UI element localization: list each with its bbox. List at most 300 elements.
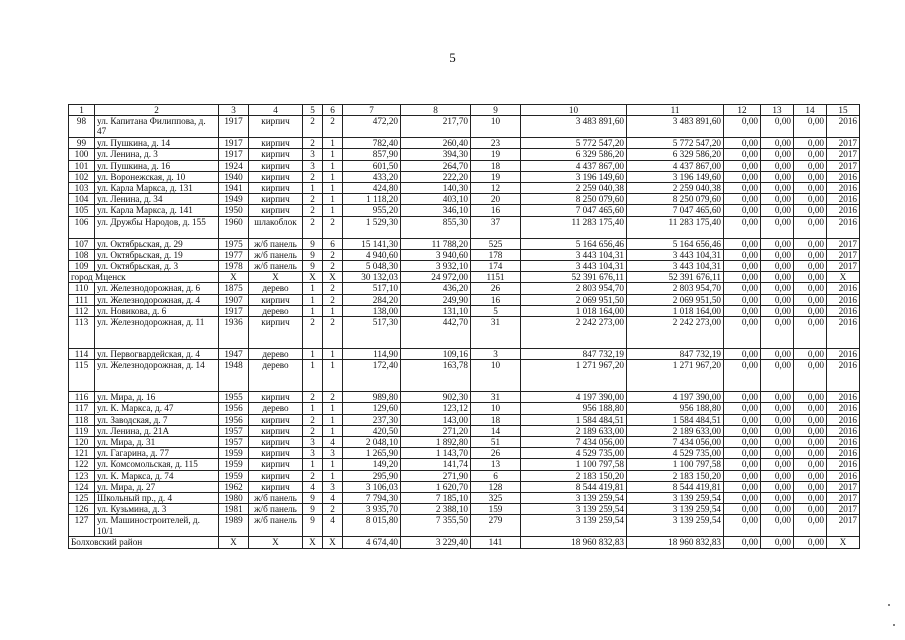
table-cell: 11 283 175,40	[521, 216, 627, 238]
table-cell: 2017	[827, 493, 860, 504]
table-cell: 2	[323, 216, 343, 238]
address-cell: ул. Первогвардейская, д. 4	[95, 349, 219, 360]
table-cell: 5 164 656,46	[521, 238, 627, 249]
table-cell: 237,30	[343, 414, 401, 425]
table-cell: 9	[303, 249, 323, 260]
table-cell: 3 935,70	[343, 504, 401, 515]
table-cell: 0,00	[761, 149, 794, 160]
table-row	[69, 481, 860, 492]
table-cell: 2016	[827, 183, 860, 194]
table-row	[69, 149, 860, 160]
address-cell: ул. Карла Маркса, д. 131	[95, 183, 219, 194]
table-cell: 23	[471, 138, 521, 149]
table-cell: 0,00	[794, 305, 827, 316]
table-cell: 260,40	[401, 138, 471, 149]
table-cell: 3 443 104,31	[627, 249, 724, 260]
table-cell: 3 940,60	[401, 249, 471, 260]
table-cell: 0,00	[761, 459, 794, 470]
table-cell: 9	[303, 493, 323, 504]
table-cell: 0,00	[724, 149, 761, 160]
table-cell: 295,90	[343, 470, 401, 481]
table-cell: 3 139 259,54	[521, 504, 627, 515]
table-cell: 2017	[827, 261, 860, 272]
table-row	[69, 171, 860, 182]
table-cell: кирпич	[249, 459, 303, 470]
table-cell: 0,00	[794, 138, 827, 149]
table-cell: 140,30	[401, 183, 471, 194]
subtotal-cell: 52 391 676,11	[521, 272, 627, 283]
table-cell: 2016	[827, 392, 860, 403]
table-cell: 7 794,30	[343, 493, 401, 504]
table-cell: кирпич	[249, 425, 303, 436]
table-cell: 847 732,19	[521, 349, 627, 360]
table-cell: 1 265,90	[343, 448, 401, 459]
table-cell: 1 271 967,20	[627, 360, 724, 392]
table-cell: ж/б панель	[249, 515, 303, 537]
table-cell: 2	[323, 504, 343, 515]
subtotal-cell: 30 132,03	[343, 272, 401, 283]
table-cell: кирпич	[249, 294, 303, 305]
address-cell: ул. Гагарина, д. 77	[95, 448, 219, 459]
table-cell: 0,00	[794, 360, 827, 392]
table-cell: 159	[471, 504, 521, 515]
table-cell: 0,00	[724, 116, 761, 138]
address-cell: ул. Железнодорожная, д. 6	[95, 283, 219, 294]
table-cell: 3	[323, 481, 343, 492]
table-cell: 112	[69, 305, 95, 316]
table-cell: 3 139 259,54	[627, 515, 724, 537]
address-cell: ул. Мира, д. 31	[95, 437, 219, 448]
table-cell: 0,00	[724, 437, 761, 448]
subtotal-cell: 1151	[471, 272, 521, 283]
table-cell: 0,00	[794, 504, 827, 515]
table-row	[69, 360, 860, 392]
table-cell: 2017	[827, 481, 860, 492]
column-number: 6	[323, 105, 343, 116]
table-cell: 2017	[827, 138, 860, 149]
table-cell: 1	[323, 194, 343, 205]
table-cell: 178	[471, 249, 521, 260]
address-cell: ул. Ленина, д. 34	[95, 194, 219, 205]
column-number: 13	[761, 105, 794, 116]
table-cell: 1936	[219, 317, 249, 349]
table-cell: 403,10	[401, 194, 471, 205]
table-cell: 1	[323, 205, 343, 216]
table-cell: 1989	[219, 515, 249, 537]
table-cell: 2 069 951,50	[521, 294, 627, 305]
subtotal-row	[69, 537, 860, 548]
table-cell: кирпич	[249, 470, 303, 481]
table-cell: 525	[471, 238, 521, 249]
table-cell: 0,00	[761, 403, 794, 414]
table-cell: 222,20	[401, 171, 471, 182]
table-cell: 6 329 586,20	[521, 149, 627, 160]
table-cell: 433,20	[343, 171, 401, 182]
table-cell: дерево	[249, 403, 303, 414]
table-cell: 1917	[219, 138, 249, 149]
table-cell: 3 932,10	[401, 261, 471, 272]
table-cell: 120	[69, 437, 95, 448]
table-cell: ж/б панель	[249, 249, 303, 260]
table-cell: 0,00	[724, 317, 761, 349]
table-cell: 955,20	[343, 205, 401, 216]
table-cell: 0,00	[794, 160, 827, 171]
table-row	[69, 403, 860, 414]
table-cell: 2	[323, 283, 343, 294]
table-cell: 1	[323, 305, 343, 316]
table-cell: 1917	[219, 116, 249, 138]
column-number: 10	[521, 105, 627, 116]
table-cell: 2 242 273,00	[627, 317, 724, 349]
subtotal-cell: X	[303, 537, 323, 548]
table-cell: 7 434 056,00	[521, 437, 627, 448]
table-cell: дерево	[249, 360, 303, 392]
table-row	[69, 294, 860, 305]
table-cell: 1941	[219, 183, 249, 194]
table-cell: 989,80	[343, 392, 401, 403]
table-cell: 110	[69, 283, 95, 294]
table-cell: 114,90	[343, 349, 401, 360]
table-cell: 117	[69, 403, 95, 414]
table-cell: 956 188,80	[627, 403, 724, 414]
table-cell: 0,00	[724, 138, 761, 149]
table-cell: 6 329 586,20	[627, 149, 724, 160]
address-cell: ул. К. Маркса, д. 47	[95, 403, 219, 414]
table-cell: 249,90	[401, 294, 471, 305]
table-row	[69, 116, 860, 138]
scan-speck	[893, 624, 895, 626]
housing-table	[68, 104, 860, 549]
table-cell: 9	[303, 515, 323, 537]
table-body	[69, 105, 860, 549]
table-cell: 0,00	[761, 194, 794, 205]
table-cell: 1960	[219, 216, 249, 238]
table-cell: 0,00	[794, 349, 827, 360]
table-cell: 2016	[827, 425, 860, 436]
table-cell: 4 529 735,00	[627, 448, 724, 459]
table-cell: 15 141,30	[343, 238, 401, 249]
table-cell: 2 048,10	[343, 437, 401, 448]
table-cell: 0,00	[794, 171, 827, 182]
table-cell: 2016	[827, 349, 860, 360]
table-cell: 31	[471, 317, 521, 349]
subtotal-cell: 0,00	[724, 272, 761, 283]
table-cell: 1	[323, 138, 343, 149]
table-cell: 2016	[827, 437, 860, 448]
table-cell: 1	[303, 349, 323, 360]
table-cell: 26	[471, 448, 521, 459]
table-cell: 0,00	[761, 481, 794, 492]
table-cell: 8 250 079,60	[627, 194, 724, 205]
address-cell: ул. Карла Маркса, д. 141	[95, 205, 219, 216]
table-cell: 2016	[827, 448, 860, 459]
table-cell: 1	[323, 171, 343, 182]
table-cell: 0,00	[761, 249, 794, 260]
table-cell: 2 189 633,00	[627, 425, 724, 436]
table-cell: 3 443 104,31	[627, 261, 724, 272]
table-cell: 1 584 484,51	[521, 414, 627, 425]
table-cell: 37	[471, 216, 521, 238]
table-cell: 1950	[219, 205, 249, 216]
subtotal-cell: X	[249, 537, 303, 548]
address-cell: ул. Капитана Филиппова, д. 47	[95, 116, 219, 138]
table-cell: 99	[69, 138, 95, 149]
table-cell: 0,00	[761, 305, 794, 316]
table-cell: 1	[303, 360, 323, 392]
table-cell: 4	[303, 481, 323, 492]
subtotal-row	[69, 272, 860, 283]
table-cell: 2	[303, 414, 323, 425]
table-cell: 0,00	[724, 414, 761, 425]
address-cell: ул. Комсомольская, д. 115	[95, 459, 219, 470]
table-cell: 5 048,30	[343, 261, 401, 272]
table-row	[69, 515, 860, 537]
table-cell: 0,00	[724, 349, 761, 360]
table-cell: 116	[69, 392, 95, 403]
table-row	[69, 216, 860, 238]
table-cell: 8 544 419,81	[627, 481, 724, 492]
table-cell: 0,00	[761, 138, 794, 149]
table-cell: 2 259 040,38	[521, 183, 627, 194]
table-cell: 3	[303, 160, 323, 171]
table-cell: 0,00	[724, 171, 761, 182]
table-cell: 4 529 735,00	[521, 448, 627, 459]
table-cell: 0,00	[794, 149, 827, 160]
table-cell: 0,00	[724, 515, 761, 537]
table-cell: 1957	[219, 437, 249, 448]
table-cell: 4	[323, 515, 343, 537]
table-cell: 4 437 867,00	[521, 160, 627, 171]
table-cell: 0,00	[761, 493, 794, 504]
table-cell: 1959	[219, 459, 249, 470]
address-cell: ул. Машиностроителей, д. 10/1	[95, 515, 219, 537]
address-cell: ул. Железнодорожная, д. 14	[95, 360, 219, 392]
table-cell: 1 892,80	[401, 437, 471, 448]
table-cell: 111	[69, 294, 95, 305]
table-cell: 1	[323, 160, 343, 171]
subtotal-cell: X	[827, 537, 860, 548]
table-cell: 3 196 149,60	[627, 171, 724, 182]
table-cell: дерево	[249, 349, 303, 360]
table-cell: 325	[471, 493, 521, 504]
table-cell: 0,00	[724, 403, 761, 414]
table-cell: 0,00	[794, 205, 827, 216]
table-cell: 104	[69, 194, 95, 205]
table-cell: 0,00	[724, 493, 761, 504]
table-cell: 0,00	[724, 261, 761, 272]
table-cell: кирпич	[249, 171, 303, 182]
table-cell: 2017	[827, 238, 860, 249]
table-cell: 141,74	[401, 459, 471, 470]
subtotal-cell: 52 391 676,11	[627, 272, 724, 283]
page-number: 5	[449, 50, 456, 65]
table-cell: 2	[323, 294, 343, 305]
address-cell: ул. Воронежская, д. 10	[95, 171, 219, 182]
table-cell: 1	[323, 360, 343, 392]
table-cell: 2	[323, 392, 343, 403]
table-cell: 3 139 259,54	[627, 493, 724, 504]
column-number-row	[69, 105, 860, 116]
table-cell: кирпич	[249, 116, 303, 138]
column-number: 7	[343, 105, 401, 116]
table-cell: 0,00	[794, 392, 827, 403]
table-cell: 2	[303, 216, 323, 238]
table-cell: 2	[323, 317, 343, 349]
table-cell: 126	[69, 504, 95, 515]
table-cell: 100	[69, 149, 95, 160]
table-cell: ж/б панель	[249, 238, 303, 249]
table-cell: 0,00	[761, 183, 794, 194]
table-row	[69, 183, 860, 194]
table-cell: 2016	[827, 305, 860, 316]
address-cell: ул. Октябрьская, д. 29	[95, 238, 219, 249]
table-cell: 4 197 390,00	[627, 392, 724, 403]
table-cell: 121	[69, 448, 95, 459]
column-number: 15	[827, 105, 860, 116]
table-cell: 19	[471, 171, 521, 182]
table-cell: 0,00	[724, 194, 761, 205]
table-cell: 4 437 867,00	[627, 160, 724, 171]
table-cell: 3 443 104,31	[521, 249, 627, 260]
subtotal-cell: X	[323, 537, 343, 548]
table-cell: 0,00	[794, 249, 827, 260]
table-cell: кирпич	[249, 481, 303, 492]
table-cell: 0,00	[794, 414, 827, 425]
table-cell: 119	[69, 425, 95, 436]
table-cell: 31	[471, 392, 521, 403]
table-cell: 0,00	[761, 425, 794, 436]
table-cell: 1 620,70	[401, 481, 471, 492]
table-cell: 0,00	[794, 437, 827, 448]
table-cell: 2016	[827, 403, 860, 414]
table-cell: 109	[69, 261, 95, 272]
table-cell: 0,00	[794, 459, 827, 470]
table-cell: 442,70	[401, 317, 471, 349]
table-cell: 1	[303, 283, 323, 294]
table-cell: 114	[69, 349, 95, 360]
column-number: 1	[69, 105, 95, 116]
table-cell: 902,30	[401, 392, 471, 403]
table-cell: 847 732,19	[627, 349, 724, 360]
table-cell: 2	[303, 425, 323, 436]
subtotal-cell: 24 972,00	[401, 272, 471, 283]
table-cell: 108	[69, 249, 95, 260]
table-cell: 0,00	[794, 283, 827, 294]
table-cell: 0,00	[794, 216, 827, 238]
address-cell: ул. Железнодорожная, д. 11	[95, 317, 219, 349]
table-cell: 271,20	[401, 425, 471, 436]
table-cell: 9	[303, 238, 323, 249]
table-cell: 3	[323, 448, 343, 459]
table-cell: 782,40	[343, 138, 401, 149]
table-cell: 1 118,20	[343, 194, 401, 205]
table-cell: 6	[323, 238, 343, 249]
table-cell: 1	[303, 294, 323, 305]
table-cell: 2016	[827, 414, 860, 425]
table-row	[69, 349, 860, 360]
table-cell: 2 803 954,70	[521, 283, 627, 294]
subtotal-label: Болховский район	[69, 537, 219, 548]
subtotal-cell: X	[303, 272, 323, 283]
table-cell: 3	[303, 149, 323, 160]
subtotal-cell: 3 229,40	[401, 537, 471, 548]
table-cell: ж/б панель	[249, 261, 303, 272]
table-cell: 217,70	[401, 116, 471, 138]
table-cell: 1956	[219, 403, 249, 414]
table-cell: 2 183 150,20	[627, 470, 724, 481]
table-cell: 0,00	[761, 116, 794, 138]
table-cell: 1940	[219, 171, 249, 182]
table-cell: кирпич	[249, 392, 303, 403]
subtotal-cell: 0,00	[761, 537, 794, 548]
table-cell: 12	[471, 183, 521, 194]
table-cell: 0,00	[761, 360, 794, 392]
table-cell: ж/б панель	[249, 493, 303, 504]
table-cell: 2	[303, 171, 323, 182]
table-cell: 2016	[827, 194, 860, 205]
table-cell: 51	[471, 437, 521, 448]
table-cell: 2016	[827, 171, 860, 182]
table-cell: 123,12	[401, 403, 471, 414]
table-row	[69, 138, 860, 149]
table-cell: 0,00	[794, 515, 827, 537]
table-cell: 19	[471, 149, 521, 160]
table-cell: 1956	[219, 414, 249, 425]
table-cell: 2 259 040,38	[627, 183, 724, 194]
table-row	[69, 261, 860, 272]
column-number: 5	[303, 105, 323, 116]
table-cell: 0,00	[794, 481, 827, 492]
table-cell: 0,00	[724, 294, 761, 305]
table-cell: 0,00	[761, 261, 794, 272]
table-cell: 4	[323, 437, 343, 448]
table-cell: 128	[471, 481, 521, 492]
table-cell: 1907	[219, 294, 249, 305]
table-cell: 0,00	[724, 160, 761, 171]
table-cell: 101	[69, 160, 95, 171]
table-cell: 0,00	[724, 238, 761, 249]
table-cell: 5 164 656,46	[627, 238, 724, 249]
table-cell: 8 250 079,60	[521, 194, 627, 205]
table-cell: 0,00	[724, 459, 761, 470]
table-cell: шлакоблок	[249, 216, 303, 238]
table-cell: 3 106,03	[343, 481, 401, 492]
address-cell: ул. Кузьмина, д. 3	[95, 504, 219, 515]
table-cell: 1962	[219, 481, 249, 492]
table-cell: 0,00	[724, 283, 761, 294]
table-cell: 279	[471, 515, 521, 537]
table-cell: 1	[323, 149, 343, 160]
table-cell: 0,00	[724, 249, 761, 260]
table-cell: 98	[69, 116, 95, 138]
table-cell: 122	[69, 459, 95, 470]
table-cell: 0,00	[761, 437, 794, 448]
table-cell: 0,00	[794, 238, 827, 249]
column-number: 3	[219, 105, 249, 116]
table-cell: 10	[471, 116, 521, 138]
table-row	[69, 317, 860, 349]
subtotal-cell: 18 960 832,83	[521, 537, 627, 548]
table-cell: 2017	[827, 160, 860, 171]
table-cell: 124	[69, 481, 95, 492]
table-cell: 1	[303, 403, 323, 414]
table-cell: 0,00	[794, 294, 827, 305]
table-cell: 1959	[219, 470, 249, 481]
table-cell: 129,60	[343, 403, 401, 414]
table-cell: 1977	[219, 249, 249, 260]
table-cell: 0,00	[761, 414, 794, 425]
table-cell: 601,50	[343, 160, 401, 171]
